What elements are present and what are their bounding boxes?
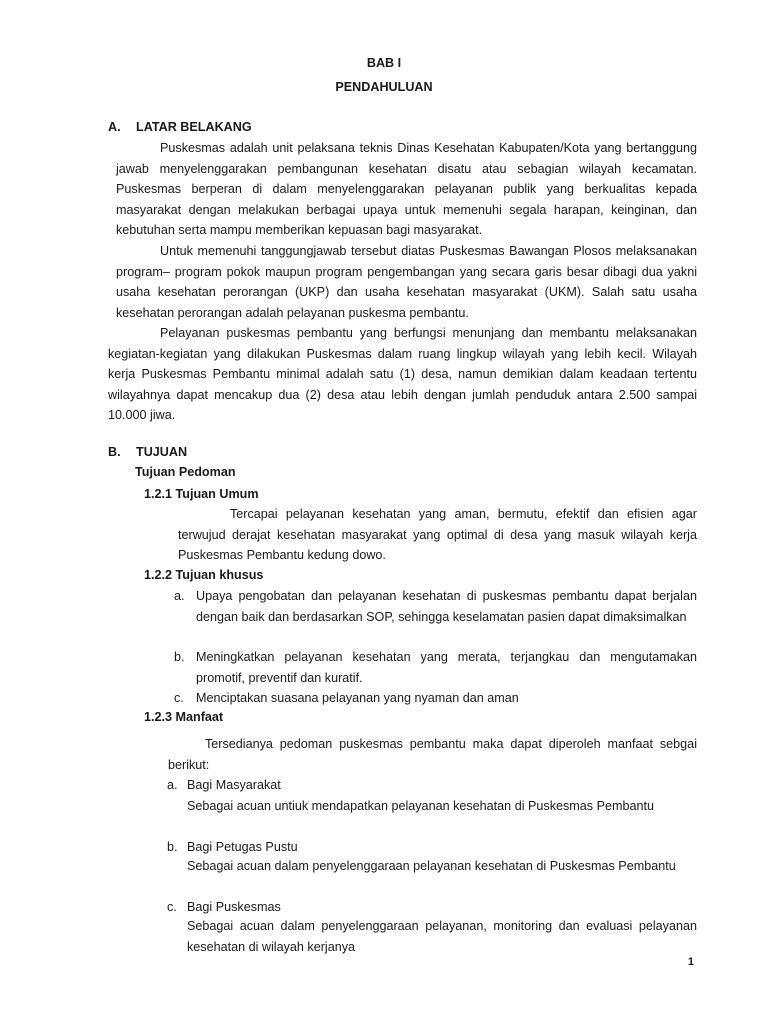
section-a-letter: A. (108, 120, 121, 134)
tujuan-khusus-heading: 1.2.2 Tujuan khusus (144, 568, 264, 582)
list-item: b. Meningkatkan pelayanan kesehatan yang merata, terjangkau dan mengutamakan promotif, preventif dan kuratif. (174, 650, 697, 685)
section-b-letter: B. (108, 445, 121, 459)
section-a-title: LATAR BELAKANG (136, 120, 252, 134)
chapter-label: BAB I (366, 56, 402, 70)
list-item: a. Bagi Masyarakat (167, 778, 281, 792)
manfaat-heading: 1.2.3 Manfaat (144, 710, 224, 724)
section-b-heading (108, 445, 187, 459)
section-b-title: TUJUAN (136, 445, 188, 459)
chapter-title: PENDAHULUAN (335, 80, 433, 94)
list-item-description: Sebagai acuan dalam penyelenggaraan pelayanan, monitoring dan evaluasi pelayanan kesehatan di wilayah kerjanya (187, 919, 697, 954)
list-item: c. Bagi Puskesmas (167, 900, 281, 914)
paragraph: Puskesmas adalah unit pelaksana teknis Dinas Kesehatan Kabupaten/Kota yang bertanggung jawab menyelenggarakan pembangunan kesehatan disatu atau sebagian wilayah kecamatan. Puskesmas berperan di dalam menyelenggarakan pelayanan publik yang berkualitas kepada masyarakat dengan melakukan berbagai upaya untuk memenuhi segala harapan, keinginan, dan kebutuhan serta mampu memberikan kepuasan bagi masyarakat. (116, 141, 697, 238)
list-item: a. Upaya pengobatan dan pelayanan kesehatan di puskesmas pembantu dapat berjalan dengan baik dan berdasarkan SOP, sehingga keselamatan pasien dapat dimaksimalkan (174, 589, 697, 624)
list-item: b. Bagi Petugas Pustu (167, 840, 298, 854)
tujuan-umum-text: Tercapai pelayanan kesehatan yang aman, bermutu, efektif dan efisien agar terwujud derajat kesehatan masyarakat yang optimal di desa yang masuk wilayah kerja Puskesmas Pembantu kedung dowo. (178, 507, 697, 563)
list-item-description: Sebagai acuan untiuk mendapatkan pelayanan kesehatan di Puskesmas Pembantu (187, 799, 654, 813)
tujuan-pedoman-heading: Tujuan Pedoman (135, 465, 236, 479)
section-a-heading (108, 120, 252, 134)
tujuan-umum-heading: 1.2.1 Tujuan Umum (144, 487, 259, 501)
manfaat-intro: Tersedianya pedoman puskesmas pembantu maka dapat diperoleh manfaat sebgai berikut: (168, 737, 697, 772)
list-item: c. Menciptakan suasana pelayanan yang nyaman dan aman (174, 691, 519, 705)
paragraph: Pelayanan puskesmas pembantu yang berfungsi menunjang dan membantu melaksanakan kegiatan-kegiatan yang dilakukan Puskesmas dalam ruang lingkup wilayah yang lebih kecil. Wilayah kerja Puskesmas Pembantu minimal adalah satu (1) desa, namun demikian dalam keadaan tertentu wilayahnya dapat mencakup dua (2) desa atau lebih dengan jumlah penduduk antara 2.500 sampai 10.000 jiwa. (108, 326, 697, 423)
page-number: 1 (687, 956, 694, 968)
list-item-description: Sebagai acuan dalam penyelenggaraan pelayanan kesehatan di Puskesmas Pembantu (187, 859, 676, 873)
paragraph: Untuk memenuhi tanggungjawab tersebut diatas Puskesmas Bawangan Plosos melaksanakan program– program pokok maupun program pengembangan yang secara garis besar dibagi dua yakni usaha kesehatan perorangan (UKP) dan usaha kesehatan masyarakat (UKM). Salah satu usaha kesehatan perorangan adalah pelayanan puskesma pembantu. (116, 244, 697, 320)
